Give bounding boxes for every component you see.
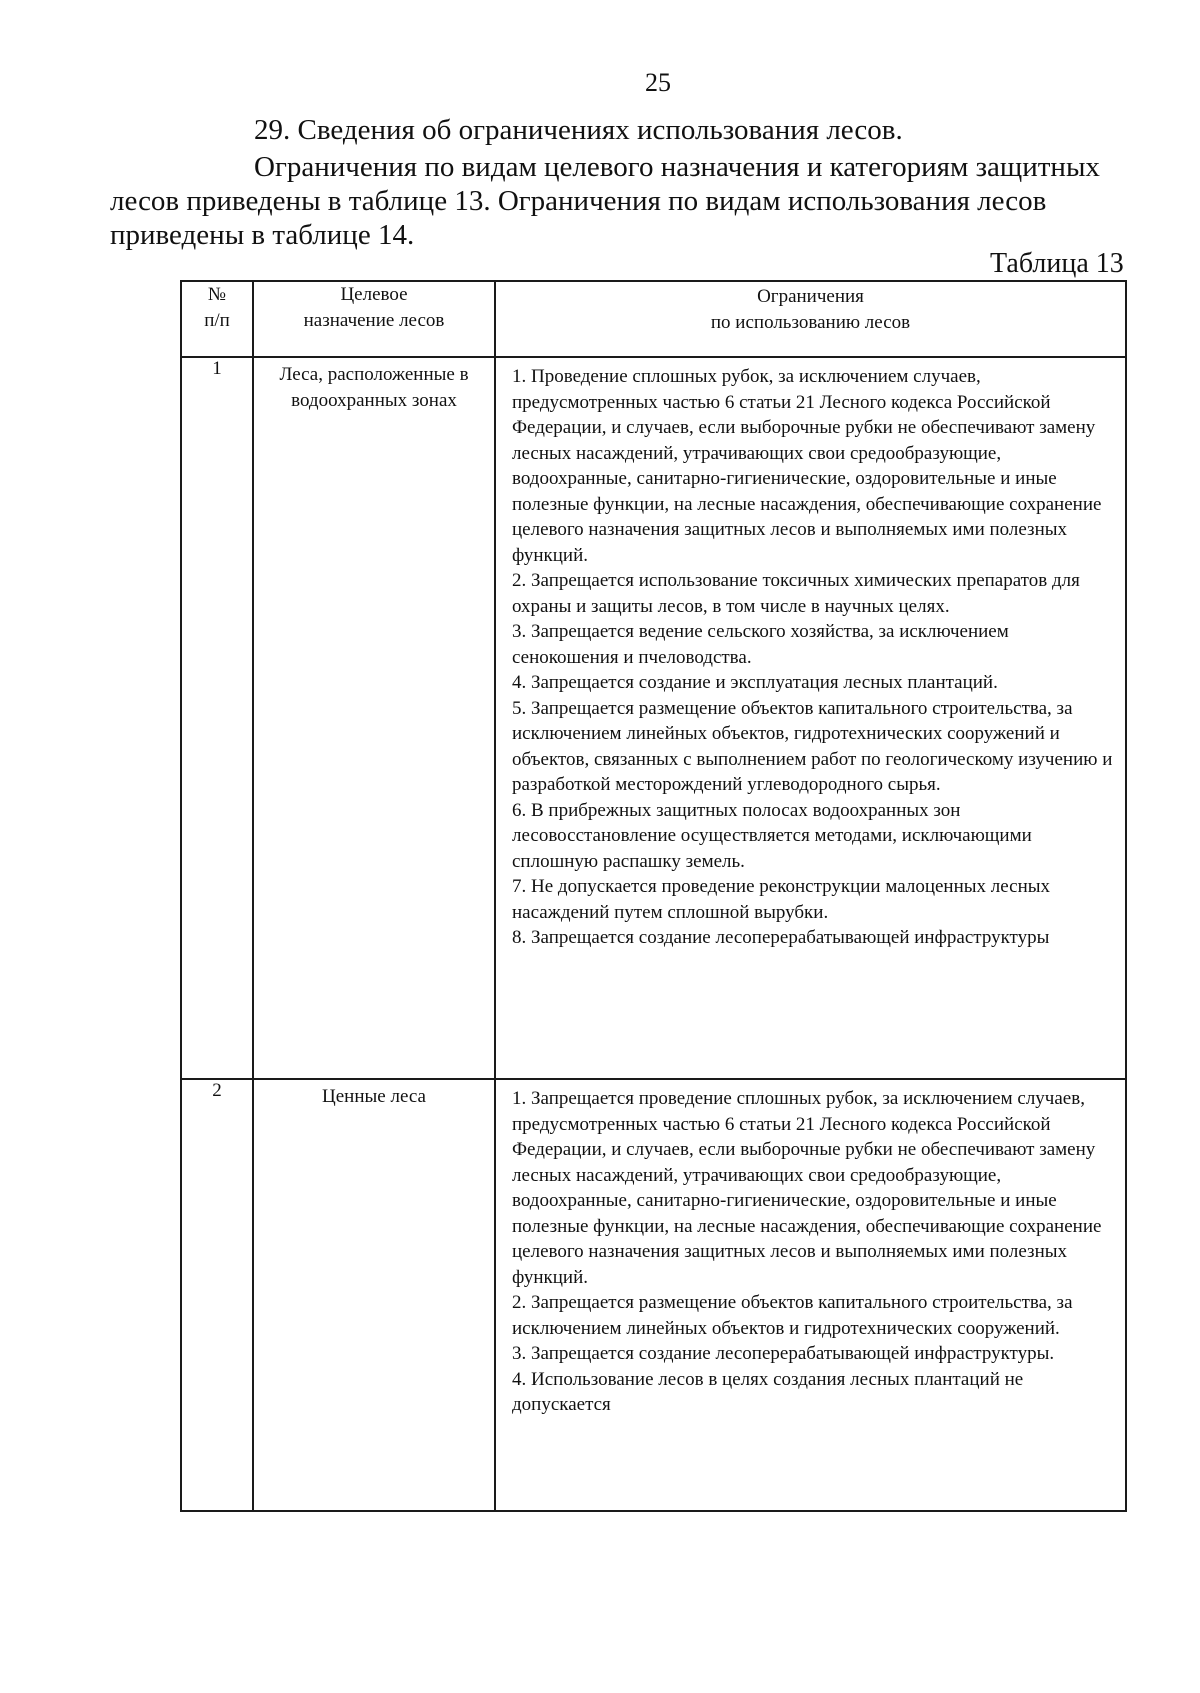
row-purpose: Ценные леса: [253, 1079, 495, 1511]
header-restrictions-line: Ограничения: [757, 286, 864, 307]
row-restrictions: [495, 357, 1126, 1079]
section-heading: 29. Сведения об ограничениях использования лесов.: [254, 114, 903, 146]
restriction-item: 7. Не допускается проведение реконструкции малоценных лесных насаждений путем сплошной вырубки.: [512, 876, 1051, 923]
row-number: 2: [181, 1079, 253, 1511]
restriction-item: 4. Запрещается создание и эксплуатация лесных плантаций.: [512, 672, 998, 693]
intro-paragraph: [110, 150, 1128, 252]
page-number: 25: [645, 68, 671, 97]
restriction-item: 2. Запрещается использование токсичных химических препаратов для охраны и защиты лесов, в том числе в научных целях.: [512, 570, 1080, 617]
intro-line: лесов приведены в таблице 13. Ограничения по видам использования лесов: [110, 185, 1047, 217]
header-purpose-line: назначение лесов: [303, 310, 445, 331]
header-restrictions: [495, 281, 1126, 357]
table-header-row: [181, 281, 1126, 357]
restriction-item: 4. Использование лесов в целях создания лесных плантаций не допускается: [512, 1368, 1024, 1415]
restriction-item: 3. Запрещается ведение сельского хозяйства, за исключением сенокошения и пчеловодства.: [512, 621, 1009, 668]
table-caption: Таблица 13: [990, 248, 1124, 279]
restriction-item: 2. Запрещается размещение объектов капитального строительства, за исключением линейных объектов и гидротехнических сооружений.: [512, 1292, 1073, 1339]
header-restrictions-line: по использованию лесов: [710, 312, 911, 333]
restriction-item: 1. Проведение сплошных рубок, за исключением случаев, предусмотренных частью 6 статьи 21 Лесного кодекса Российской Федерации, и случаев, если выборочные рубки не обеспечивают замену лесных насаждений, утрачивающих свои средообразующие, водоохранные, санитарно-гигиенические, оздоровительные и иные полезные функции, на лесные насаждения, обеспечивающие сохранение целевого назначения защитных лесов и выполняемых ими полезных функций.: [512, 366, 1102, 566]
restriction-item: 5. Запрещается размещение объектов капитального строительства, за исключением линейных объектов, гидротехнических сооружений и объектов, связанных с выполнением работ по геологическому изучению и разработкой месторождений углеводородного сырья.: [512, 697, 1113, 795]
restrictions-table: [180, 280, 1127, 1512]
row-purpose: Леса, расположенные в водоохранных зонах: [253, 357, 495, 1079]
table-row: [181, 357, 1126, 1079]
intro-line: приведены в таблице 14.: [110, 219, 415, 251]
restriction-item: 3. Запрещается создание лесоперерабатывающей инфраструктуры.: [512, 1343, 1055, 1364]
header-number-line: №: [207, 284, 227, 305]
header-purpose-line: Целевое: [340, 284, 408, 305]
restriction-item: 6. В прибрежных защитных полосах водоохранных зон лесовосстановление осуществляется методами, исключающими сплошную распашку земель.: [512, 799, 1032, 872]
restriction-item: 8. Запрещается создание лесоперерабатывающей инфраструктуры: [512, 927, 1050, 948]
table-row: [181, 1079, 1126, 1511]
row-restrictions: [495, 1079, 1126, 1511]
header-purpose: [253, 281, 495, 357]
header-number: [181, 281, 253, 357]
intro-line: Ограничения по видам целевого назначения и категориям защитных: [254, 151, 1100, 183]
row-number: 1: [181, 357, 253, 1079]
restriction-item: 1. Запрещается проведение сплошных рубок, за исключением случаев, предусмотренных частью 6 статьи 21 Лесного кодекса Российской Федерации, и случаев, если выборочные рубки не обеспечивают замену лесных насаждений, утрачивающих свои средообразующие, водоохранные, санитарно-гигиенические, оздоровительные и иные полезные функции, на лесные насаждения, обеспечивающие сохранение целевого назначения защитных лесов и выполняемых ими полезных функций.: [512, 1088, 1102, 1288]
header-number-line: п/п: [204, 310, 230, 331]
